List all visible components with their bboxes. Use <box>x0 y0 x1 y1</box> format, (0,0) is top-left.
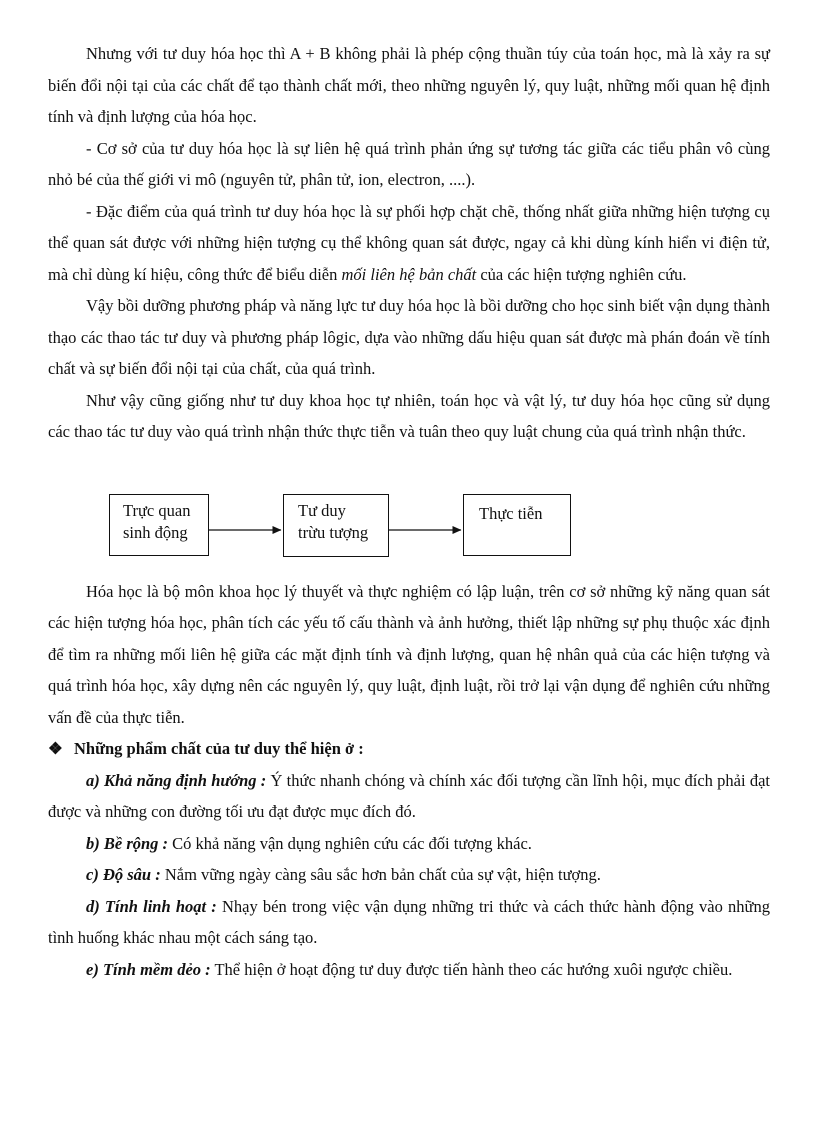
diamond-bullet-icon: ❖ <box>48 739 63 758</box>
paragraph: Như vậy cũng giống như tư duy khoa học tự nhiên, toán học và vật lý, tư duy hóa học cũng sử dụng các thao tác tư duy vào quá trình nhận thức thực tiễn và tuân theo quy luật chung của quá trình nhận thức. <box>48 390 770 441</box>
paragraph: Nhưng với tư duy hóa học thì A + B không phải là phép cộng thuần túy của toán học, mà là xảy ra sự biến đổi nội tại của các chất để tạo thành chất mới, theo những nguyên lý, quy luật, những mối quan hệ định tính và định lượng của hóa học. <box>48 44 770 126</box>
thinking-process-diagram <box>48 448 770 576</box>
paragraph: - Cơ sở của tư duy hóa học là sự liên hệ quá trình phản ứng sự tương tác giữa các tiểu phân vô cùng nhỏ bé của thế giới vi mô (nguyên tử, phân tử, ion, electron, ....). <box>48 138 770 189</box>
box-truc-quan: Trực quan sinh động <box>109 494 209 556</box>
paragraph: - Đặc điểm của quá trình tư duy hóa học là sự phối hợp chặt chẽ, thống nhất giữa những hiện tượng cụ thể quan sát được với những hiện tượng cụ thể không quan sát được, ngay cả khi dùng kính hiển vi điện tử, mà chỉ dùng kí hiệu, công thức để biểu diễn mối liên hệ bản chất của các hiện tượng nghiên cứu. <box>48 201 770 284</box>
quality-item: c) Độ sâu : Nắm vững ngày càng sâu sắc hơn bản chất của sự vật, hiện tượng. <box>86 865 601 884</box>
paragraph: Vậy bồi dưỡng phương pháp và năng lực tư duy hóa học là bồi dưỡng cho học sinh biết vận dụng thành thạo các thao tác tư duy và phương pháp lôgic, dựa vào những dấu hiệu quan sát được mà phán đoán về tính chất và sự biến đổi nội tại của chất, của quá trình. <box>48 296 770 378</box>
quality-item: a) Khả năng định hướng : Ý thức nhanh chóng và chính xác đối tượng cần lĩnh hội, mục đích phải đạt được và những con đường tối ưu đạt được mục đích đó. <box>48 770 770 821</box>
italic-phrase: mối liên hệ bản chất <box>341 264 477 284</box>
quality-item: e) Tính mềm dẻo : Thể hiện ở hoạt động tư duy được tiến hành theo các hướng xuôi ngược chiều. <box>86 959 733 979</box>
quality-item: d) Tính linh hoạt : Nhạy bén trong việc vận dụng những tri thức và cách thức hành động vào những tình huống khác nhau một cách sáng tạo. <box>48 896 770 947</box>
paragraph: Hóa học là bộ môn khoa học lý thuyết và thực nghiệm có lập luận, trên cơ sở những kỹ năng quan sát các hiện tượng hóa học, phân tích các yếu tố cấu thành và ảnh hưởng, thiết lập những sự phụ thuộc xác định để tìm ra những mối liên hệ giữa các mặt định tính và định lượng, quan hệ nhân quả của các hiện tượng và quá trình hóa học, xây dựng nên các nguyên lý, quy luật, định luật, rồi trở lại vận dụng để nghiên cứu những vấn đề của thực tiễn. <box>48 581 770 727</box>
box-tu-duy: Tư duy trừu tượng <box>283 494 389 557</box>
section-heading: ❖ Những phẩm chất của tư duy thể hiện ở : <box>48 733 770 765</box>
quality-item: b) Bề rộng : Có khả năng vận dụng nghiên cứu các đối tượng khác. <box>86 833 532 853</box>
document-page <box>48 38 770 985</box>
box-thuc-tien: Thực tiễn <box>463 494 571 556</box>
